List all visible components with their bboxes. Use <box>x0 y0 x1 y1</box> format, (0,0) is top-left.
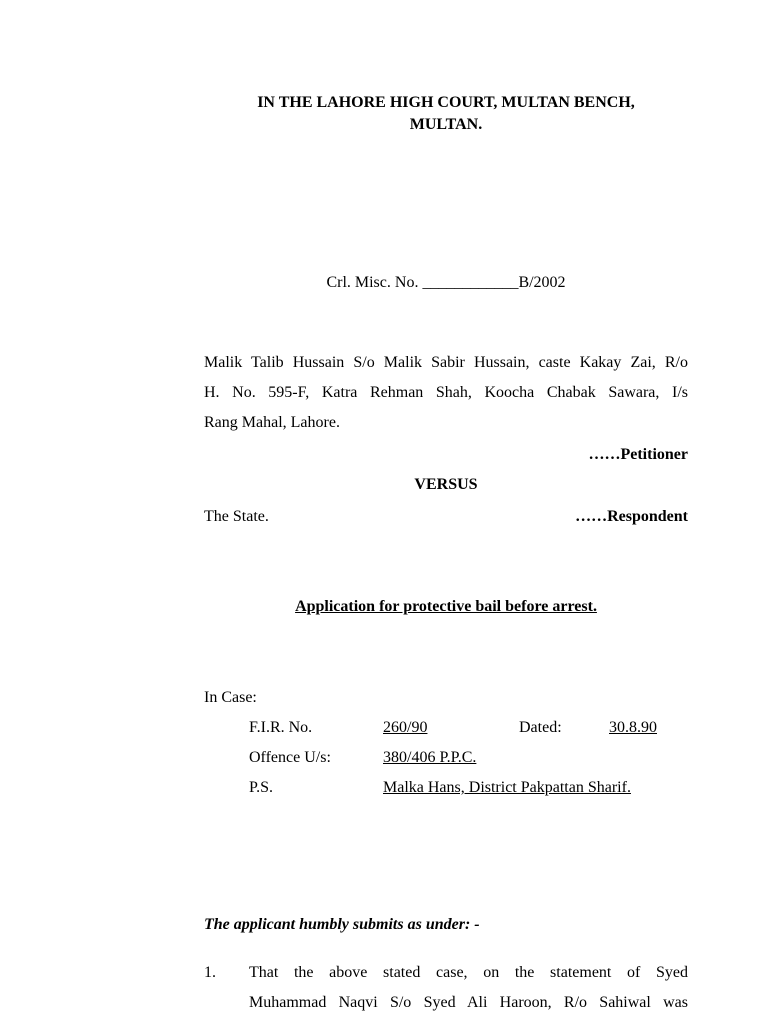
respondent-label: ……Respondent <box>575 508 688 525</box>
police-station-label: P.S. <box>249 779 274 796</box>
fir-value: 260/90 <box>383 719 428 736</box>
petitioner-line-3: Rang Mahal, Lahore. <box>204 414 340 431</box>
fir-label: F.I.R. No. <box>249 719 313 736</box>
court-heading-line-2: MULTAN. <box>409 116 483 133</box>
paragraph-1 <box>249 958 688 1018</box>
paragraph-1-line-2: Muhammad Naqvi S/o Syed Ali Haroon, R/o Sahiwal was <box>249 994 688 1011</box>
court-heading <box>204 92 688 136</box>
petitioner-label: ……Petitioner <box>588 446 688 463</box>
fir-row <box>249 717 657 739</box>
in-case-heading: In Case: <box>204 689 257 706</box>
petitioner-line-1: Malik Talib Hussain S/o Malik Sabir Hussain, caste Kakay Zai, R/o <box>204 354 688 371</box>
police-station-row <box>249 777 631 799</box>
court-heading-line-1: IN THE LAHORE HIGH COURT, MULTAN BENCH, <box>257 94 635 111</box>
case-number: Crl. Misc. No. ____________B/2002 <box>326 274 566 291</box>
petitioner-line-2: H. No. 595-F, Katra Rehman Shah, Koocha Chabak Sawara, I/s <box>204 384 688 401</box>
dated-value: 30.8.90 <box>609 719 657 736</box>
dated-label: Dated: <box>519 719 562 736</box>
submission-heading: The applicant humbly submits as under: - <box>204 916 480 933</box>
police-station-value: Malka Hans, District Pakpattan Sharif. <box>383 779 631 796</box>
offence-row <box>249 747 477 769</box>
respondent-name: The State. <box>204 508 269 525</box>
offence-label: Offence U/s: <box>249 749 331 766</box>
offence-value: 380/406 P.P.C. <box>383 749 477 766</box>
paragraph-1-line-1: That the above stated case, on the statement of Syed <box>249 964 688 981</box>
petitioner-details <box>204 348 688 438</box>
versus-heading: VERSUS <box>414 476 478 493</box>
paragraph-number: 1. <box>204 964 216 981</box>
application-title: Application for protective bail before arrest. <box>295 598 597 615</box>
